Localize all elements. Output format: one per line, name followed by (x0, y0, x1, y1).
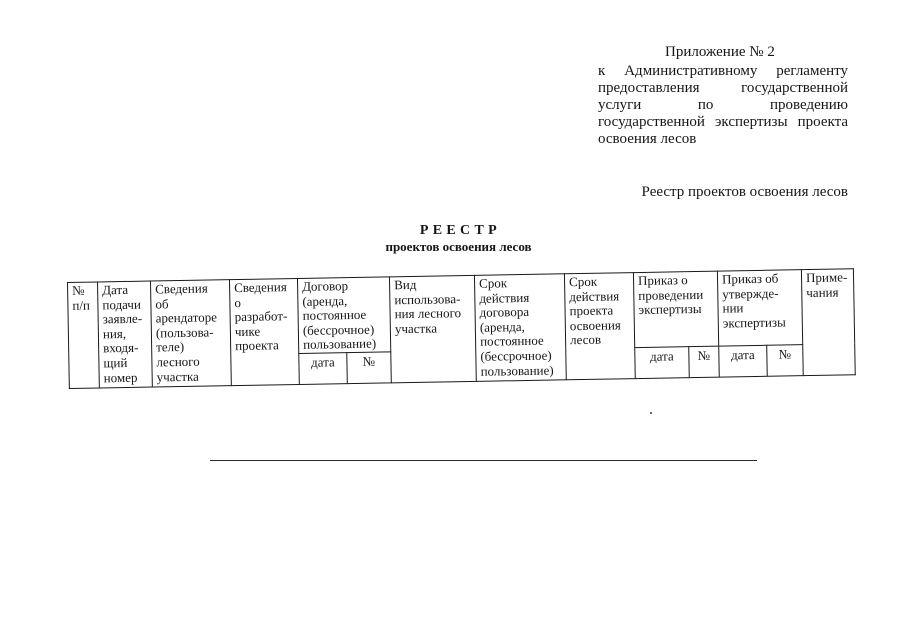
appendix-line: государственной экспертизы проекта (598, 114, 848, 130)
header-cell-notes: Приме- чания (801, 269, 855, 376)
appendix-line: к Административному регламенту (598, 63, 848, 79)
registry-table (67, 268, 856, 389)
horizontal-rule (210, 460, 757, 461)
header-cell-row-number: № п/п (68, 282, 100, 388)
subheader-expertise-order-number: № (689, 346, 720, 378)
header-cell-developer-info: Сведения о разработ- чике проекта (229, 278, 299, 385)
registry-caption: Реестр проектов освоения лесов (641, 184, 848, 200)
header-cell-land-use-type: Вид использова- ния лесного участка (389, 275, 476, 382)
table-header-row (68, 269, 855, 358)
appendix-title: Приложение № 2 (665, 44, 775, 60)
subheader-expertise-order-date: дата (635, 347, 690, 379)
header-cell-contract-term: Срок действия договора (аренда, постоянное (бессрочное) пользование) (474, 274, 566, 382)
header-cell-approval-order: Приказ об утвержде- нии экспертизы (717, 270, 802, 346)
header-cell-contract: Договор (аренда, постоянное (бессрочное) пользование) (297, 277, 390, 354)
header-cell-application-date: Дата подачи заявле- ния, входя- щий номер (98, 281, 153, 388)
header-cell-expertise-order: Приказ о проведении экспертизы (633, 271, 718, 347)
appendix-line: предоставления государственной (598, 80, 848, 96)
appendix-reference (598, 63, 848, 148)
appendix-line: освоения лесов (598, 131, 697, 147)
document-subheading: проектов освоения лесов (385, 239, 532, 254)
header-cell-lessee-info: Сведения об арендаторе (пользова- теле) лесного участка (150, 280, 231, 387)
subheader-approval-order-date: дата (719, 345, 768, 377)
appendix-line: услуги по проведению (598, 97, 848, 113)
scan-speck (650, 412, 652, 414)
subheader-approval-order-number: № (767, 345, 804, 377)
document-heading: Р Е Е С Т Р (419, 223, 498, 238)
subheader-contract-number: № (347, 352, 392, 384)
subheader-contract-date: дата (299, 353, 348, 385)
header-cell-project-term: Срок действия проекта освоения лесов (564, 273, 635, 380)
